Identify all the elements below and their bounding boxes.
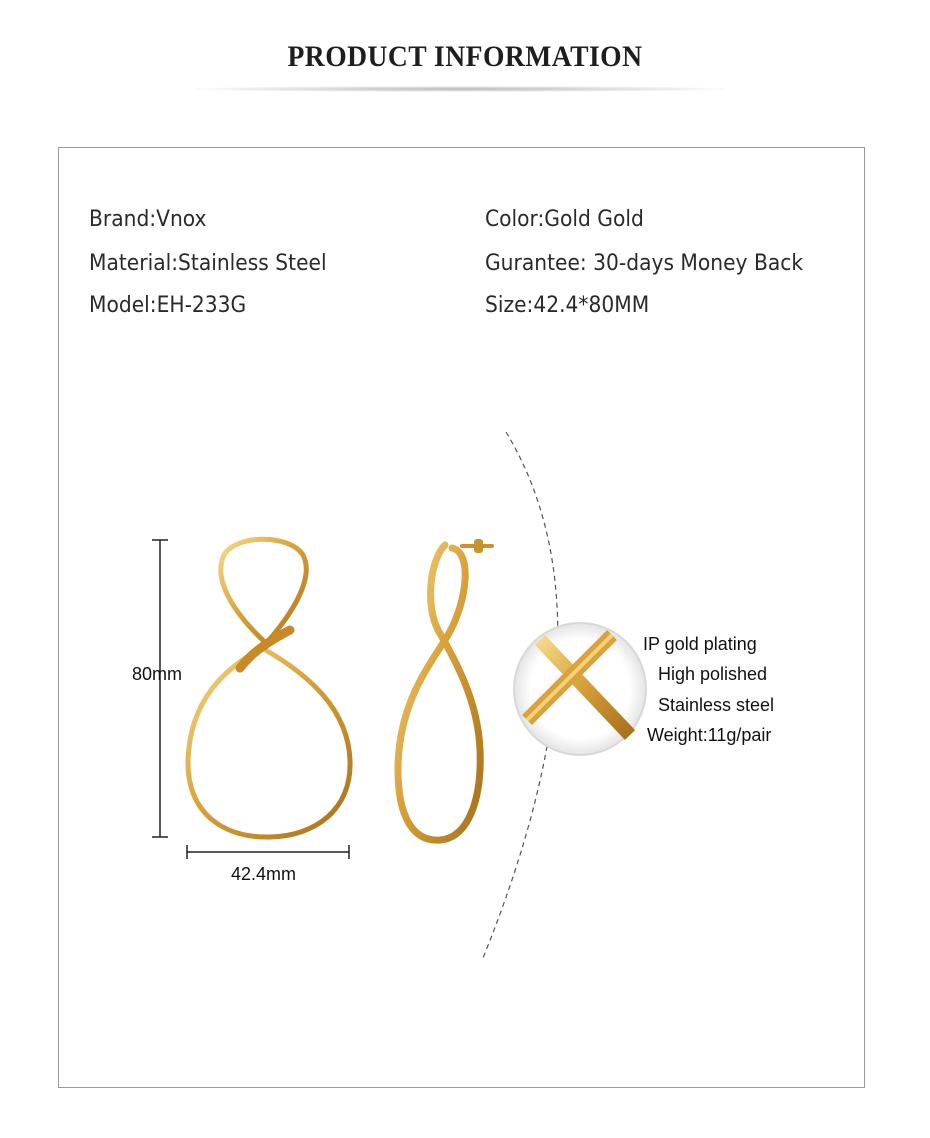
height-dimension-line: [152, 540, 168, 837]
material-closeup-circle: [514, 623, 646, 755]
earring-side-view: [398, 539, 492, 840]
width-dimension-line: [187, 845, 349, 859]
earring-front-view: [188, 539, 350, 837]
feature-material: Stainless steel: [658, 695, 775, 715]
spec-guarantee: Gurantee: 30-days Money Back: [485, 251, 804, 276]
spec-size: Size:42.4*80MM: [485, 293, 650, 318]
page-title: PRODUCT INFORMATION: [287, 40, 643, 73]
feature-polish: High polished: [658, 664, 768, 684]
spec-brand: Brand:Vnox: [89, 207, 207, 232]
spec-model: Model:EH-233G: [89, 293, 247, 318]
feature-weight: Weight:11g/pair: [647, 725, 772, 745]
width-dimension-label: 42.4mm: [231, 864, 297, 884]
feature-plating: IP gold plating: [643, 634, 757, 654]
spec-material: Material:Stainless Steel: [89, 251, 327, 276]
spec-color: Color:Gold Gold: [485, 207, 644, 232]
height-dimension-label: 80mm: [132, 664, 183, 684]
